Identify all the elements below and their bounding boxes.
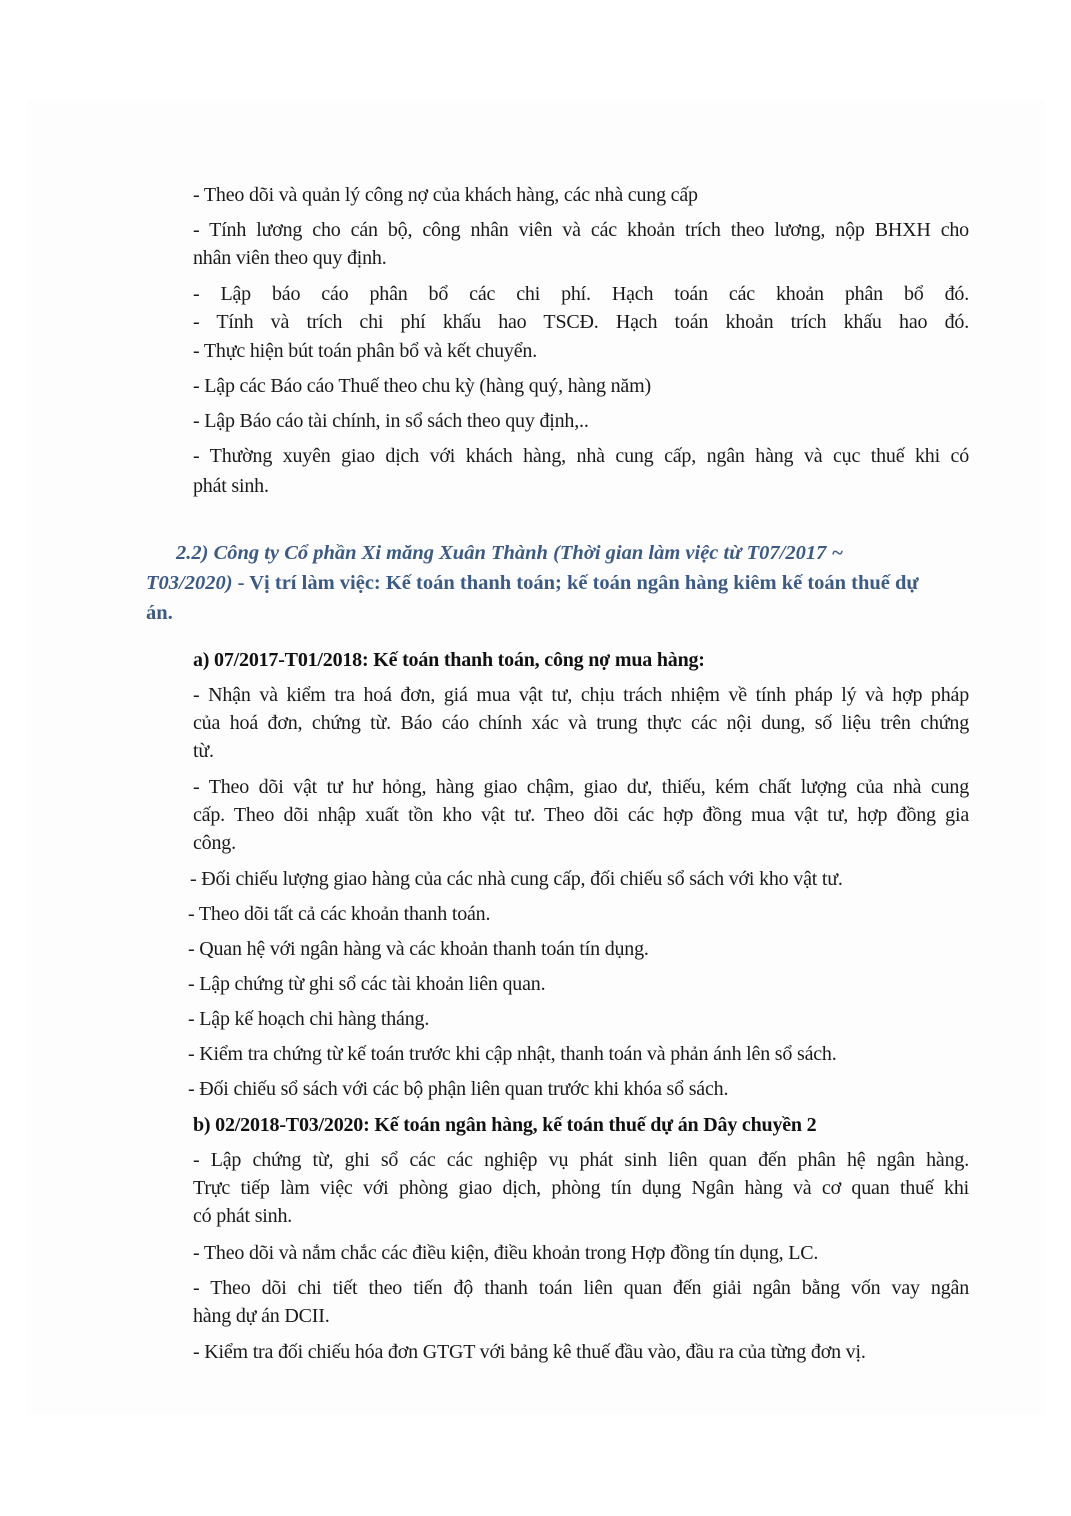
list-item: - Lập báo cáo phân bổ các chi phí. Hạch toán các khoản phân bổ đó.: [193, 283, 969, 305]
list-item: - Theo dõi và quản lý công nợ của khách hàng, các nhà cung cấp: [193, 184, 698, 206]
list-item: - Tính và trích chi phí khấu hao TSCĐ. Hạch toán khoản trích khấu hao đó.: [193, 311, 969, 333]
list-item: - Đối chiếu lượng giao hàng của các nhà cung cấp, đối chiếu sổ sách với kho vật tư.: [190, 868, 843, 890]
list-item-continuation: của hoá đơn, chứng từ. Báo cáo chính xác và trung thực các nội dung, số liệu trên chứng: [193, 712, 969, 734]
list-item: - Tính lương cho cán bộ, công nhân viên và các khoản trích theo lương, nộp BHXH cho: [193, 219, 969, 241]
list-item: - Lập các Báo cáo Thuế theo chu kỳ (hàng quý, hàng năm): [193, 375, 651, 397]
list-item: - Quan hệ với ngân hàng và các khoản thanh toán tín dụng.: [188, 938, 649, 960]
list-item: - Lập Báo cáo tài chính, in sổ sách theo quy định,..: [193, 410, 589, 432]
list-item: - Lập chứng từ ghi sổ các tài khoản liên quan.: [188, 973, 546, 995]
list-item-continuation: nhân viên theo quy định.: [193, 247, 387, 269]
list-item: - Theo dõi chi tiết theo tiến độ thanh toán liên quan đến giải ngân bằng vốn vay ngân: [193, 1277, 969, 1299]
part-b-title: b) 02/2018-T03/2020: Kế toán ngân hàng, kế toán thuế dự án Dây chuyền 2: [193, 1114, 817, 1136]
list-item-continuation: có phát sinh.: [193, 1205, 293, 1227]
list-item-continuation: công.: [193, 832, 236, 854]
list-item: - Kiểm tra chứng từ kế toán trước khi cập nhật, thanh toán và phản ánh lên sổ sách.: [188, 1043, 837, 1065]
list-item: - Thực hiện bút toán phân bổ và kết chuyển.: [193, 340, 537, 362]
period-end: T03/2020): [146, 572, 233, 594]
section-heading-line-3: án.: [146, 602, 173, 624]
section-heading-line-1: [176, 541, 843, 565]
list-item: - Lập chứng từ, ghi sổ các các nghiệp vụ phát sinh liên quan đến phân hệ ngân hàng.: [193, 1149, 969, 1171]
list-item-continuation: hàng dự án DCII.: [193, 1305, 330, 1327]
job-position: - Vị trí làm việc: Kế toán thanh toán; kế toán ngân hàng kiêm kế toán thuế dự: [232, 572, 919, 594]
list-item: - Theo dõi tất cả các khoản thanh toán.: [188, 903, 491, 925]
list-item: - Nhận và kiểm tra hoá đơn, giá mua vật tư, chịu trách nhiệm về tính pháp lý và hợp pháp: [193, 684, 969, 706]
list-item: - Lập kế hoạch chi hàng tháng.: [188, 1008, 430, 1030]
list-item-continuation: Trực tiếp làm việc với phòng giao dịch, phòng tín dụng Ngân hàng và cơ quan thuế khi: [193, 1177, 969, 1199]
company-period: 2.2) Công ty Cổ phần Xi măng Xuân Thành (Thời gian làm việc từ T07/2017 ~: [176, 542, 844, 564]
section-heading-line-2: [146, 571, 919, 595]
list-item: - Kiểm tra đối chiếu hóa đơn GTGT với bảng kê thuế đầu vào, đầu ra của từng đơn vị.: [193, 1341, 866, 1363]
list-item-continuation: từ.: [193, 740, 214, 762]
list-item: - Theo dõi và nắm chắc các điều kiện, điều khoản trong Hợp đồng tín dụng, LC.: [193, 1242, 819, 1264]
part-a-title: a) 07/2017-T01/2018: Kế toán thanh toán, công nợ mua hàng:: [193, 649, 705, 671]
list-item: - Theo dõi vật tư hư hỏng, hàng giao chậm, giao dư, thiếu, kém chất lượng của nhà cung: [193, 776, 969, 798]
list-item-continuation: phát sinh.: [193, 475, 269, 497]
list-item: - Thường xuyên giao dịch với khách hàng, nhà cung cấp, ngân hàng và cục thuế khi có: [193, 445, 969, 467]
list-item-continuation: cấp. Theo dõi nhập xuất tồn kho vật tư. Theo dõi các hợp đồng mua vật tư, hợp đồng gia: [193, 804, 969, 826]
list-item: - Đối chiếu sổ sách với các bộ phận liên quan trước khi khóa sổ sách.: [188, 1078, 729, 1100]
